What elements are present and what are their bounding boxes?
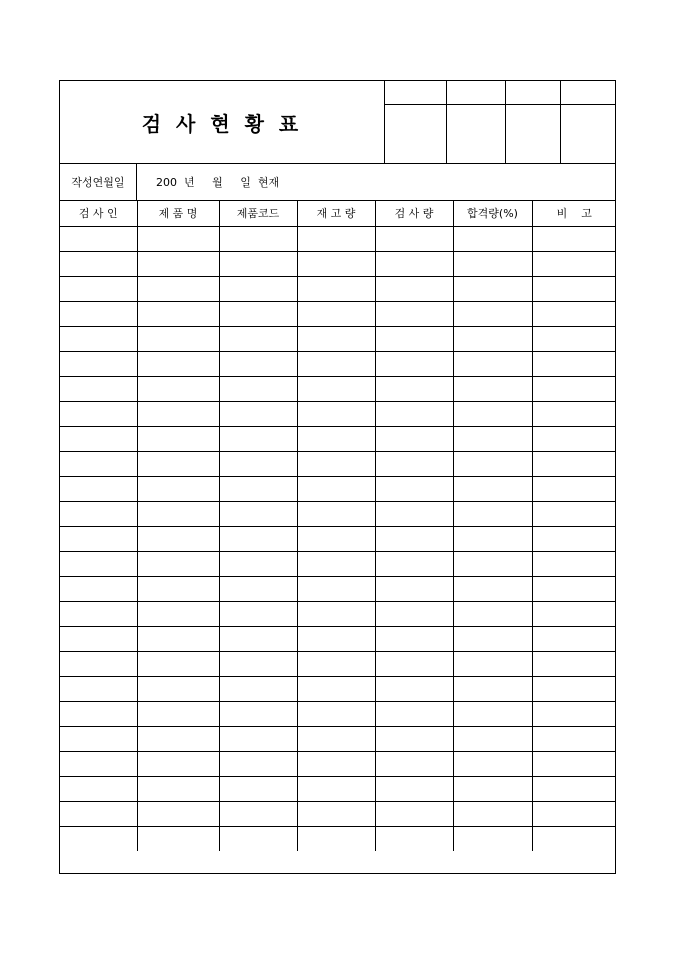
table-row	[60, 426, 616, 451]
table-cell[interactable]	[60, 451, 137, 476]
table-cell[interactable]	[375, 451, 453, 476]
table-cell[interactable]	[219, 326, 297, 351]
table-cell[interactable]	[219, 426, 297, 451]
table-cell[interactable]	[297, 676, 375, 701]
table-cell[interactable]	[453, 776, 532, 801]
table-cell[interactable]	[532, 426, 616, 451]
table-cell[interactable]	[453, 326, 532, 351]
table-cell[interactable]	[375, 501, 453, 526]
table-cell[interactable]	[297, 226, 375, 251]
table-cell[interactable]	[137, 576, 219, 601]
table-cell[interactable]	[137, 701, 219, 726]
table-cell[interactable]	[219, 801, 297, 826]
table-cell[interactable]	[453, 801, 532, 826]
table-cell[interactable]	[532, 276, 616, 301]
table-row	[60, 751, 616, 776]
table-cell[interactable]	[297, 701, 375, 726]
table-cell[interactable]	[375, 351, 453, 376]
table-row	[60, 526, 616, 551]
table-cell[interactable]	[137, 551, 219, 576]
table-cell[interactable]	[297, 751, 375, 776]
table-cell[interactable]	[219, 401, 297, 426]
table-cell[interactable]	[375, 376, 453, 401]
table-cell[interactable]	[532, 401, 616, 426]
table-cell[interactable]	[375, 701, 453, 726]
table-cell[interactable]	[297, 251, 375, 276]
col-pass-rate: 합격량(%)	[453, 201, 532, 226]
table-cell[interactable]	[137, 651, 219, 676]
table-row	[60, 576, 616, 601]
table-cell[interactable]	[375, 301, 453, 326]
table-cell[interactable]	[453, 351, 532, 376]
table-cell[interactable]	[60, 601, 137, 626]
table-cell[interactable]	[375, 226, 453, 251]
table-cell[interactable]	[453, 751, 532, 776]
table-cell[interactable]	[375, 526, 453, 551]
table-cell[interactable]	[137, 376, 219, 401]
table-row	[60, 826, 616, 851]
table-cell[interactable]	[532, 801, 616, 826]
table-cell[interactable]	[60, 301, 137, 326]
table-cell[interactable]	[137, 326, 219, 351]
date-row	[60, 163, 615, 201]
table-cell[interactable]	[532, 751, 616, 776]
date-value[interactable]: 200 년 월 일 현재	[156, 176, 280, 189]
table-cell[interactable]	[219, 826, 297, 851]
table-cell[interactable]	[60, 251, 137, 276]
table-cell[interactable]	[453, 626, 532, 651]
table-cell[interactable]	[297, 426, 375, 451]
table-cell[interactable]	[137, 451, 219, 476]
table-cell[interactable]	[297, 326, 375, 351]
table-cell[interactable]	[137, 226, 219, 251]
table-cell[interactable]	[532, 676, 616, 701]
table-row	[60, 401, 616, 426]
table-row	[60, 376, 616, 401]
table-cell[interactable]	[219, 626, 297, 651]
table-row	[60, 676, 616, 701]
table-row	[60, 226, 616, 251]
table-cell[interactable]	[532, 476, 616, 501]
table-row	[60, 726, 616, 751]
table-row	[60, 351, 616, 376]
table-cell[interactable]	[453, 676, 532, 701]
table-cell[interactable]	[137, 501, 219, 526]
table-cell[interactable]	[219, 651, 297, 676]
table-cell[interactable]	[137, 526, 219, 551]
table-cell[interactable]	[137, 601, 219, 626]
table-row	[60, 626, 616, 651]
table-cell[interactable]	[219, 676, 297, 701]
table-cell[interactable]	[297, 501, 375, 526]
table-cell[interactable]	[532, 826, 616, 851]
table-row	[60, 601, 616, 626]
table-cell[interactable]	[60, 551, 137, 576]
table-cell[interactable]	[375, 276, 453, 301]
table-row	[60, 776, 616, 801]
table-cell[interactable]	[297, 451, 375, 476]
table-cell[interactable]	[60, 426, 137, 451]
table-cell[interactable]	[219, 251, 297, 276]
table-cell[interactable]	[137, 826, 219, 851]
table-cell[interactable]	[137, 476, 219, 501]
table-cell[interactable]	[375, 426, 453, 451]
table-cell[interactable]	[297, 276, 375, 301]
table-cell[interactable]	[532, 601, 616, 626]
table-cell[interactable]	[219, 351, 297, 376]
table-header-row	[60, 201, 616, 226]
table-cell[interactable]	[137, 801, 219, 826]
document-title: 검 사 현 황 표	[141, 111, 303, 136]
table-cell[interactable]	[60, 576, 137, 601]
table-cell[interactable]	[60, 676, 137, 701]
table-cell[interactable]	[60, 351, 137, 376]
table-cell[interactable]	[219, 301, 297, 326]
approval-box	[385, 81, 616, 163]
table-cell[interactable]	[297, 601, 375, 626]
table-cell[interactable]	[453, 601, 532, 626]
table-cell[interactable]	[137, 776, 219, 801]
table-cell[interactable]	[297, 351, 375, 376]
table-cell[interactable]	[375, 626, 453, 651]
table-cell[interactable]	[137, 626, 219, 651]
table-cell[interactable]	[375, 651, 453, 676]
approval-cell[interactable]	[561, 81, 616, 163]
table-cell[interactable]	[137, 301, 219, 326]
approval-header	[447, 81, 505, 105]
table-cell[interactable]	[375, 726, 453, 751]
table-cell[interactable]	[297, 476, 375, 501]
table-cell[interactable]	[297, 651, 375, 676]
table-row	[60, 651, 616, 676]
table-cell[interactable]	[297, 551, 375, 576]
table-cell[interactable]	[453, 476, 532, 501]
table-cell[interactable]	[532, 351, 616, 376]
table-cell[interactable]	[219, 276, 297, 301]
table-cell[interactable]	[60, 476, 137, 501]
table-cell[interactable]	[60, 651, 137, 676]
col-remarks: 비 고	[532, 201, 616, 226]
col-inspector: 검 사 인	[60, 201, 137, 226]
table-cell[interactable]	[60, 226, 137, 251]
table-cell[interactable]	[297, 776, 375, 801]
table-cell[interactable]	[60, 276, 137, 301]
table-cell[interactable]	[219, 701, 297, 726]
table-cell[interactable]	[453, 376, 532, 401]
table-cell[interactable]	[375, 251, 453, 276]
table-cell[interactable]	[375, 476, 453, 501]
table-cell[interactable]	[375, 601, 453, 626]
table-cell[interactable]	[453, 426, 532, 451]
table-cell[interactable]	[219, 526, 297, 551]
table-cell[interactable]	[297, 401, 375, 426]
table-cell[interactable]	[60, 626, 137, 651]
table-cell[interactable]	[375, 776, 453, 801]
table-row	[60, 326, 616, 351]
table-cell[interactable]	[60, 501, 137, 526]
table-cell[interactable]	[375, 401, 453, 426]
table-cell[interactable]	[297, 526, 375, 551]
approval-header	[506, 81, 560, 105]
table-row	[60, 501, 616, 526]
table-cell[interactable]	[532, 776, 616, 801]
table-cell[interactable]	[60, 376, 137, 401]
table-cell[interactable]	[137, 401, 219, 426]
table-cell[interactable]	[453, 551, 532, 576]
table-cell[interactable]	[60, 526, 137, 551]
table-cell[interactable]	[137, 251, 219, 276]
table-cell[interactable]	[532, 326, 616, 351]
table-cell[interactable]	[60, 751, 137, 776]
table-cell[interactable]	[219, 476, 297, 501]
table-row	[60, 301, 616, 326]
table-cell[interactable]	[453, 826, 532, 851]
approval-cell[interactable]	[506, 81, 561, 163]
table-cell[interactable]	[532, 226, 616, 251]
table-cell[interactable]	[60, 726, 137, 751]
table-cell[interactable]	[453, 576, 532, 601]
table-cell[interactable]	[297, 726, 375, 751]
table-cell[interactable]	[453, 226, 532, 251]
table-cell[interactable]	[453, 301, 532, 326]
table-cell[interactable]	[219, 576, 297, 601]
col-stock-quantity: 재 고 량	[297, 201, 375, 226]
table-cell[interactable]	[219, 376, 297, 401]
table-cell[interactable]	[60, 801, 137, 826]
table-cell[interactable]	[453, 501, 532, 526]
table-cell[interactable]	[219, 451, 297, 476]
table-cell[interactable]	[375, 576, 453, 601]
table-cell[interactable]	[219, 226, 297, 251]
table-cell[interactable]	[453, 701, 532, 726]
table-cell[interactable]	[219, 551, 297, 576]
table-cell[interactable]	[532, 376, 616, 401]
table-cell[interactable]	[453, 651, 532, 676]
table-cell[interactable]	[297, 801, 375, 826]
table-cell[interactable]	[532, 626, 616, 651]
col-inspection-quantity: 검 사 량	[375, 201, 453, 226]
table-cell[interactable]	[60, 326, 137, 351]
table-cell[interactable]	[532, 576, 616, 601]
table-cell[interactable]	[532, 526, 616, 551]
table-cell[interactable]	[137, 351, 219, 376]
table-cell[interactable]	[375, 551, 453, 576]
table-cell[interactable]	[219, 776, 297, 801]
col-product-code: 제품코드	[219, 201, 297, 226]
table-cell[interactable]	[375, 801, 453, 826]
approval-header	[385, 81, 446, 105]
table-cell[interactable]	[60, 776, 137, 801]
table-cell[interactable]	[219, 501, 297, 526]
approval-header	[561, 81, 616, 105]
table-cell[interactable]	[60, 826, 137, 851]
table-cell[interactable]	[453, 276, 532, 301]
table-cell[interactable]	[532, 301, 616, 326]
approval-cell[interactable]	[447, 81, 506, 163]
table-cell[interactable]	[297, 576, 375, 601]
table-cell[interactable]	[60, 401, 137, 426]
table-cell[interactable]	[219, 726, 297, 751]
inspection-form	[59, 80, 616, 874]
table-cell[interactable]	[375, 826, 453, 851]
table-cell[interactable]	[453, 401, 532, 426]
table-row	[60, 251, 616, 276]
table-cell[interactable]	[453, 251, 532, 276]
inspection-table	[60, 201, 616, 851]
table-row	[60, 451, 616, 476]
table-cell[interactable]	[375, 751, 453, 776]
table-row	[60, 701, 616, 726]
table-cell[interactable]	[532, 651, 616, 676]
table-row	[60, 476, 616, 501]
table-cell[interactable]	[532, 451, 616, 476]
table-cell[interactable]	[219, 601, 297, 626]
table-cell[interactable]	[532, 701, 616, 726]
table-cell[interactable]	[137, 726, 219, 751]
table-cell[interactable]	[532, 251, 616, 276]
table-cell[interactable]	[375, 326, 453, 351]
approval-cell[interactable]	[385, 81, 447, 163]
table-row	[60, 551, 616, 576]
table-row	[60, 801, 616, 826]
table-cell[interactable]	[219, 751, 297, 776]
table-cell[interactable]	[297, 826, 375, 851]
date-label: 작성연월일	[60, 164, 137, 200]
col-product-name: 제 품 명	[137, 201, 219, 226]
table-cell[interactable]	[137, 676, 219, 701]
table-cell[interactable]	[453, 526, 532, 551]
table-row	[60, 276, 616, 301]
table-cell[interactable]	[297, 626, 375, 651]
table-cell[interactable]	[60, 701, 137, 726]
title-area	[60, 81, 385, 163]
table-cell[interactable]	[453, 726, 532, 751]
table-cell[interactable]	[532, 551, 616, 576]
table-cell[interactable]	[137, 751, 219, 776]
table-cell[interactable]	[532, 501, 616, 526]
table-cell[interactable]	[137, 426, 219, 451]
table-cell[interactable]	[297, 301, 375, 326]
table-cell[interactable]	[297, 376, 375, 401]
table-cell[interactable]	[532, 726, 616, 751]
table-cell[interactable]	[453, 451, 532, 476]
table-cell[interactable]	[137, 276, 219, 301]
table-cell[interactable]	[375, 676, 453, 701]
